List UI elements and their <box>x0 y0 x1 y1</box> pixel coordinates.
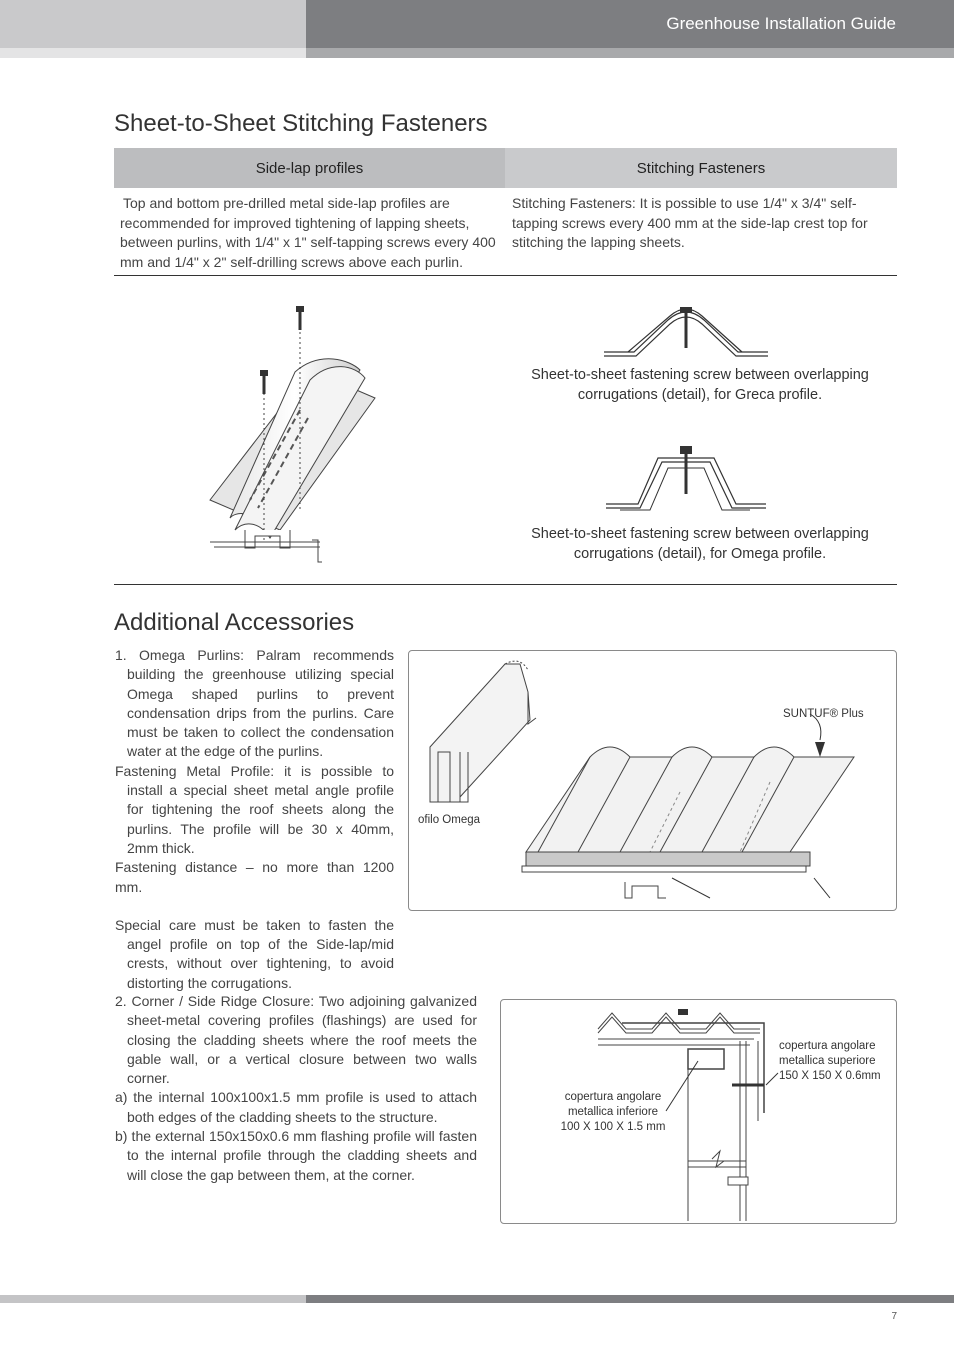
omega-purlins-paragraph: 1. Omega Purlins: Palram recommends building the greenhouse utilizing special Omega shaped purlins to prevent condensation drips from the purlins. Care must be taken to collect the condensation water at the edge of the purlins. <box>115 647 394 760</box>
caption-omega: Sheet-to-sheet fastening screw between overlapping corrugations (detail), for Omega profile. <box>531 526 869 562</box>
label-omega: ofilo Omega <box>418 814 481 826</box>
section-title-accessories: Additional Accessories <box>114 609 355 636</box>
fastening-distance-paragraph: Fastening distance – no more than 1200 mm. <box>115 859 394 895</box>
external-profile-paragraph: b) the external 150x150x0.6 mm flashing profile will fasten to the internal profile through the cladding sheets and will close the gap between them, at the corner. <box>115 1128 477 1183</box>
table-cell-side-lap: Top and bottom pre-drilled metal side-lap profiles are recommended for improved tightening of lapping sheets, between purlins, with 1/4" x 1" self-tapping screws every 400 mm and 1/4" x 2" self-drilling screws above each purlin. <box>120 195 496 270</box>
greca-profile-detail <box>600 302 800 362</box>
table-cell-stitching: Stitching Fasteners: It is possible to use 1/4" x 3/4" self-tapping screws every 400 mm at the side-lap crest top for stitching the lapping sheets. <box>512 195 868 250</box>
table-header-side-lap: Side-lap profiles <box>114 148 505 188</box>
header-stripe-left <box>0 48 306 58</box>
omega-purlin-drawing <box>410 652 894 908</box>
corner-closure-paragraph: 2. Corner / Side Ridge Closure: Two adjoining galvanized sheet-metal covering profiles (flashings) are used for closing the cladding sheets where the roof meets the gable wall, or a vertical closure between two walls corner. <box>115 993 477 1087</box>
special-care-paragraph: Special care must be taken to fasten the angel profile on top of the Side-lap/mid crests, without over tightening, to avoid distorting the corrugations. <box>115 916 394 991</box>
caption-greca: Sheet-to-sheet fastening screw between overlapping corrugations (detail), for Greca profile. <box>531 367 869 403</box>
fastening-profile-paragraph: Fastening Metal Profile: it is possible to install a special sheet metal angle profile for tightening the roof sheets along the purlins. The profile will be 30 x 40mm, 2mm thick. <box>115 762 394 856</box>
page-number: 7 <box>891 1311 897 1322</box>
divider <box>114 275 897 276</box>
header-stripe-right <box>306 48 954 58</box>
omega-profile-detail <box>600 440 800 520</box>
footer-band-right <box>306 1295 954 1303</box>
header-band-left <box>0 0 306 48</box>
section-title-stitching: Sheet-to-Sheet Stitching Fasteners <box>114 110 488 137</box>
document-title: Greenhouse Installation Guide <box>666 14 896 33</box>
corner-closure-text <box>115 992 477 1185</box>
side-lap-profile-illustration <box>200 300 390 568</box>
footer-band-left <box>0 1295 306 1303</box>
label-upper-profile: copertura angolare metallica superiore 150 X 150 X 0.6mm <box>779 1040 881 1082</box>
label-lower-profile: copertura angolare metallica inferiore 100 X 100 X 1.5 mm <box>560 1091 666 1133</box>
divider <box>114 584 897 585</box>
label-suntuf: SUNTUF® Plus <box>783 708 864 720</box>
internal-profile-paragraph: a) the internal 100x100x1.5 mm profile is used to attach both edges of the cladding sheets to the structure. <box>115 1089 477 1125</box>
table-header-stitching: Stitching Fasteners <box>505 148 897 188</box>
omega-purlins-text <box>115 646 394 993</box>
